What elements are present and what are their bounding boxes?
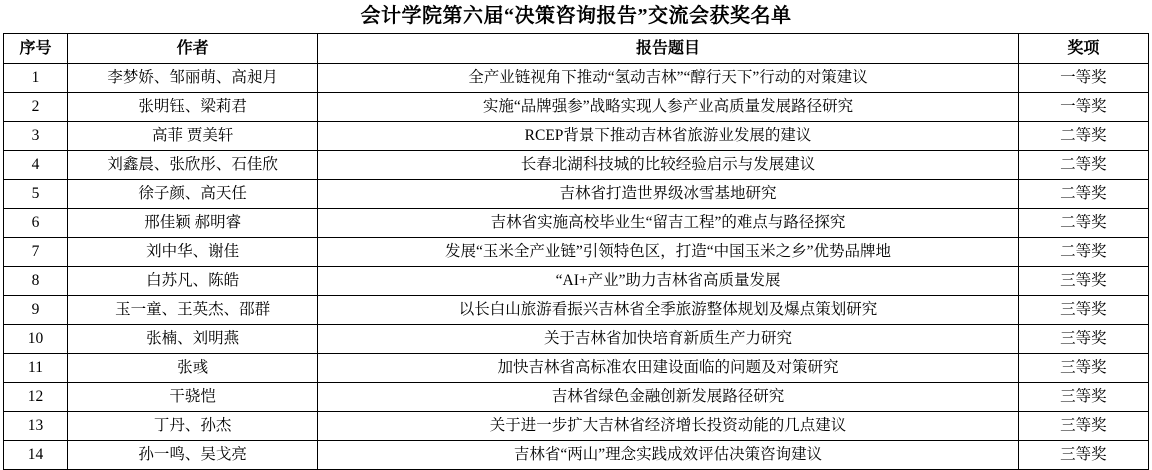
table-row [4, 238, 1149, 267]
cell-author: 徐子颜、高天任 [68, 180, 318, 209]
cell-seq: 5 [4, 180, 68, 209]
table-row [4, 122, 1149, 151]
cell-award: 三等奖 [1018, 267, 1148, 296]
cell-author: 刘鑫晨、张欣彤、石佳欣 [68, 151, 318, 180]
cell-award: 三等奖 [1018, 383, 1148, 412]
cell-seq: 9 [4, 296, 68, 325]
page-title: 会计学院第六届“决策咨询报告”交流会获奖名单 [360, 5, 792, 27]
cell-title: 发展“玉米全产业链”引领特色区，打造“中国玉米之乡”优势品牌地 [318, 238, 1019, 267]
cell-award: 二等奖 [1018, 238, 1148, 267]
cell-seq: 7 [4, 238, 68, 267]
table-row [4, 412, 1149, 441]
cell-seq: 14 [4, 441, 68, 470]
cell-award: 二等奖 [1018, 180, 1148, 209]
cell-title: 吉林省“两山”理念实践成效评估决策咨询建议 [318, 441, 1019, 470]
cell-author: 张明钰、梁莉君 [68, 93, 318, 122]
table-header-row [4, 34, 1149, 64]
table-row [4, 209, 1149, 238]
cell-seq: 6 [4, 209, 68, 238]
cell-author: 干骁恺 [68, 383, 318, 412]
cell-seq: 2 [4, 93, 68, 122]
cell-author: 孙一鸣、吴戈亮 [68, 441, 318, 470]
cell-award: 一等奖 [1018, 93, 1148, 122]
cell-award: 一等奖 [1018, 64, 1148, 93]
cell-title: RCEP背景下推动吉林省旅游业发展的建议 [318, 122, 1019, 151]
cell-award: 三等奖 [1018, 441, 1148, 470]
table-row [4, 383, 1149, 412]
table-row [4, 93, 1149, 122]
cell-title: 关于进一步扩大吉林省经济增长投资动能的几点建议 [318, 412, 1019, 441]
cell-seq: 13 [4, 412, 68, 441]
table-body [4, 64, 1149, 470]
cell-author: 高菲 贾美轩 [68, 122, 318, 151]
cell-seq: 12 [4, 383, 68, 412]
cell-title: 吉林省实施高校毕业生“留吉工程”的难点与路径探究 [318, 209, 1019, 238]
column-header-author: 作者 [68, 34, 318, 64]
cell-award: 二等奖 [1018, 122, 1148, 151]
table-row [4, 151, 1149, 180]
cell-title: “AI+产业”助力吉林省高质量发展 [318, 267, 1019, 296]
cell-title: 实施“品牌强参”战略实现人参产业高质量发展路径研究 [318, 93, 1019, 122]
cell-seq: 10 [4, 325, 68, 354]
cell-author: 张楠、刘明燕 [68, 325, 318, 354]
cell-author: 李梦娇、邹丽萌、高昶月 [68, 64, 318, 93]
cell-title: 加快吉林省高标准农田建设面临的问题及对策研究 [318, 354, 1019, 383]
cell-author: 张彧 [68, 354, 318, 383]
cell-award: 三等奖 [1018, 296, 1148, 325]
table-row [4, 296, 1149, 325]
cell-award: 二等奖 [1018, 209, 1148, 238]
cell-author: 白苏凡、陈皓 [68, 267, 318, 296]
cell-award: 三等奖 [1018, 354, 1148, 383]
table-header [4, 34, 1149, 64]
cell-seq: 1 [4, 64, 68, 93]
award-list-table [3, 33, 1149, 470]
cell-author: 丁丹、孙杰 [68, 412, 318, 441]
table-row [4, 64, 1149, 93]
cell-author: 邢佳颖 郝明睿 [68, 209, 318, 238]
cell-title: 长春北湖科技城的比较经验启示与发展建议 [318, 151, 1019, 180]
cell-seq: 11 [4, 354, 68, 383]
cell-title: 吉林省绿色金融创新发展路径研究 [318, 383, 1019, 412]
cell-award: 三等奖 [1018, 325, 1148, 354]
cell-author: 刘中华、谢佳 [68, 238, 318, 267]
table-row [4, 354, 1149, 383]
cell-award: 三等奖 [1018, 412, 1148, 441]
column-header-title: 报告题目 [318, 34, 1019, 64]
table-row [4, 267, 1149, 296]
table-row [4, 180, 1149, 209]
cell-title: 全产业链视角下推动“氢动吉林”“醇行天下”行动的对策建议 [318, 64, 1019, 93]
cell-seq: 4 [4, 151, 68, 180]
cell-author: 玉一童、王英杰、邵群 [68, 296, 318, 325]
table-row [4, 441, 1149, 470]
cell-seq: 8 [4, 267, 68, 296]
cell-seq: 3 [4, 122, 68, 151]
column-header-award: 奖项 [1018, 34, 1148, 64]
cell-title: 以长白山旅游看振兴吉林省全季旅游整体规划及爆点策划研究 [318, 296, 1019, 325]
cell-title: 吉林省打造世界级冰雪基地研究 [318, 180, 1019, 209]
cell-award: 二等奖 [1018, 151, 1148, 180]
column-header-seq: 序号 [4, 34, 68, 64]
cell-title: 关于吉林省加快培育新质生产力研究 [318, 325, 1019, 354]
table-row [4, 325, 1149, 354]
